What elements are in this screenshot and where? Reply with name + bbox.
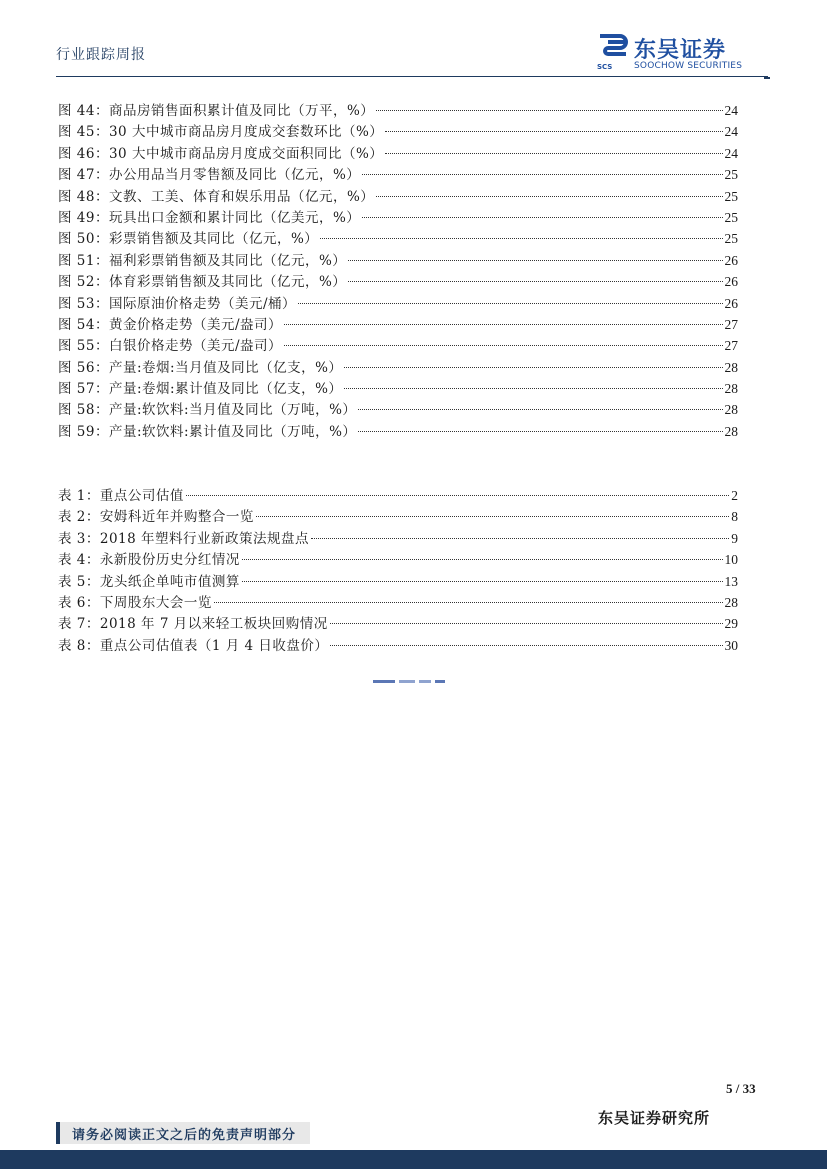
header-title: 行业跟踪周报 (56, 47, 146, 63)
toc-label: 表 1：重点公司估值 (58, 488, 184, 504)
dot-leader (320, 238, 722, 239)
toc-page: 25 (724, 188, 738, 204)
toc-page: 26 (724, 274, 738, 290)
toc-label: 图 58：产量:软饮料:当月值及同比（万吨，%） (58, 402, 357, 419)
toc-page: 8 (731, 509, 738, 525)
toc-page: 28 (724, 423, 738, 439)
toc-page: 25 (724, 167, 738, 183)
toc-label: 表 6：下周股东大会一览 (58, 594, 212, 611)
toc-row-tab-6[interactable] (58, 592, 738, 613)
toc-page: 29 (724, 616, 738, 632)
toc-page: 26 (724, 295, 738, 311)
toc-label: 表 5：龙头纸企单吨市值测算 (58, 573, 240, 590)
toc-row-fig-44[interactable] (58, 100, 738, 121)
toc-label: 图 57：产量:卷烟:累计值及同比（亿支，%） (58, 381, 343, 398)
toc-label: 图 48：文教、工美、体育和娱乐用品（亿元，%） (58, 188, 375, 205)
toc-row-tab-4[interactable] (58, 549, 738, 570)
toc-label: 图 53：国际原油价格走势（美元/桶） (58, 295, 297, 312)
toc-row-tab-3[interactable] (58, 528, 738, 549)
dot-leader (385, 131, 722, 132)
toc-row-fig-51[interactable] (58, 250, 738, 271)
toc-label: 表 7：2018 年 7 月以来轻工板块回购情况 (58, 616, 328, 633)
toc-page: 27 (724, 338, 738, 354)
toc-row-fig-46[interactable] (58, 143, 738, 164)
toc-row-fig-45[interactable] (58, 121, 738, 142)
dot-leader (330, 623, 723, 624)
toc-row-tab-5[interactable] (58, 571, 738, 592)
toc-page: 25 (724, 231, 738, 247)
dot-leader (344, 367, 722, 368)
dot-leader (284, 345, 722, 346)
toc-row-fig-53[interactable] (58, 293, 738, 314)
toc-page: 25 (724, 209, 738, 225)
toc-page: 28 (724, 402, 738, 418)
toc-row-fig-57[interactable] (58, 378, 738, 399)
header-divider-mark (764, 77, 770, 79)
toc-row-tab-7[interactable] (58, 613, 738, 634)
toc-page: 24 (724, 103, 738, 118)
toc-row-tab-8[interactable] (58, 635, 738, 656)
toc-page: 26 (724, 252, 738, 268)
logo-name-en: SOOCHOW SECURITIES (634, 61, 743, 71)
toc-label: 图 54：黄金价格走势（美元/盎司） (58, 316, 283, 333)
toc-label: 图 45：30 大中城市商品房月度成交套数环比（%） (58, 124, 384, 141)
toc-label: 图 47：办公用品当月零售额及同比（亿元，%） (58, 167, 361, 184)
dot-leader (311, 538, 729, 539)
toc-page: 24 (724, 124, 738, 140)
dot-leader (362, 217, 722, 218)
toc-row-fig-47[interactable] (58, 164, 738, 185)
toc-row-fig-49[interactable] (58, 207, 738, 228)
footer-org-name: 东吴证券研究所 (598, 1109, 711, 1127)
toc-row-tab-1[interactable] (58, 485, 738, 506)
toc-page: 28 (724, 359, 738, 375)
dot-leader (256, 516, 729, 517)
toc-row-fig-55[interactable] (58, 335, 738, 356)
dot-leader (358, 431, 722, 432)
disclaimer-bar (56, 1122, 310, 1144)
logo-abbr: SCS (597, 63, 613, 71)
toc-page: 10 (724, 552, 738, 568)
dot-leader (186, 495, 729, 496)
dot-leader (385, 153, 722, 154)
toc-label: 表 2：安姆科近年并购整合一览 (58, 509, 254, 526)
toc-row-fig-50[interactable] (58, 228, 738, 249)
toc-label: 图 49：玩具出口金额和累计同比（亿美元，%） (58, 209, 361, 226)
toc-label: 表 8：重点公司估值表（1 月 4 日收盘价） (58, 637, 329, 654)
footer-band (0, 1150, 827, 1169)
table-list (58, 485, 738, 656)
toc-page: 27 (724, 316, 738, 332)
toc-label: 图 51：福利彩票销售额及其同比（亿元，%） (58, 252, 347, 269)
toc-row-tab-2[interactable] (58, 506, 738, 527)
dot-leader (376, 110, 722, 111)
toc-label: 图 59：产量:软饮料:累计值及同比（万吨，%） (58, 423, 357, 440)
toc-label: 图 52：体育彩票销售额及其同比（亿元，%） (58, 274, 347, 291)
toc-row-fig-59[interactable] (58, 421, 738, 442)
scs-logo-icon (596, 32, 630, 62)
dot-leader (344, 388, 722, 389)
toc-label: 图 44：商品房销售面积累计值及同比（万平，%） (58, 103, 375, 119)
toc-row-fig-54[interactable] (58, 314, 738, 335)
toc-row-fig-48[interactable] (58, 186, 738, 207)
toc-label: 表 3：2018 年塑料行业新政策法规盘点 (58, 530, 310, 547)
toc-label: 图 55：白银价格走势（美元/盎司） (58, 338, 283, 355)
toc-row-fig-58[interactable] (58, 399, 738, 420)
logo-name-cn: 东吴证券 (634, 38, 727, 63)
dot-leader (358, 409, 722, 410)
dot-leader (330, 645, 722, 646)
page-number: 5 / 33 (726, 1081, 756, 1096)
toc-label: 图 56：产量:卷烟:当月值及同比（亿支，%） (58, 359, 343, 376)
dot-leader (362, 174, 722, 175)
toc-row-fig-56[interactable] (58, 357, 738, 378)
dot-leader (214, 602, 723, 603)
scan-artifact-mark (373, 678, 447, 684)
toc-page: 9 (731, 530, 738, 546)
dot-leader (284, 324, 722, 325)
figure-list (58, 100, 738, 442)
toc-page: 13 (724, 573, 738, 589)
dot-leader (242, 581, 723, 582)
toc-page: 2 (731, 488, 738, 503)
toc-page: 24 (724, 145, 738, 161)
toc-page: 28 (724, 381, 738, 397)
toc-label: 表 4：永新股份历史分红情况 (58, 552, 240, 569)
header-divider (56, 76, 768, 77)
dot-leader (298, 303, 722, 304)
disclaimer-text: 请务必阅读正文之后的免责声明部分 (72, 1128, 297, 1143)
dot-leader (348, 281, 722, 282)
toc-label: 图 46：30 大中城市商品房月度成交面积同比（%） (58, 145, 384, 162)
toc-row-fig-52[interactable] (58, 271, 738, 292)
toc-page: 28 (724, 594, 738, 610)
company-logo (596, 32, 771, 76)
toc-label: 图 50：彩票销售额及其同比（亿元，%） (58, 231, 319, 248)
toc-page: 30 (724, 637, 738, 653)
dot-leader (348, 260, 722, 261)
dot-leader (242, 559, 723, 560)
dot-leader (376, 196, 722, 197)
